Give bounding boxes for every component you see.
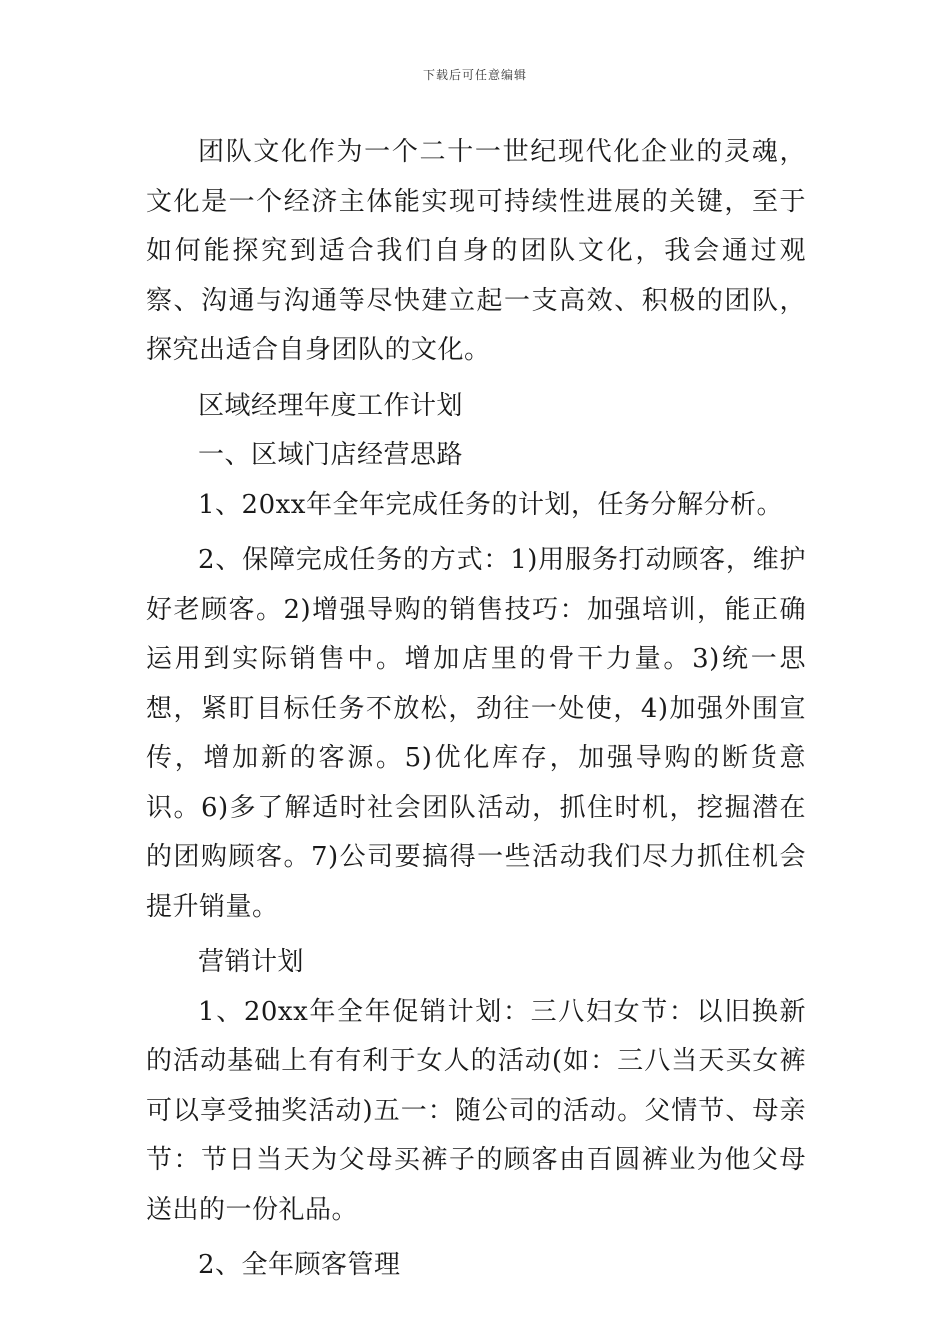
paragraph-task-plan: 1、20xx年全年完成任务的计划，任务分解分析。 (198, 489, 783, 520)
document-body (146, 128, 806, 1297)
heading-annual-plan: 区域经理年度工作计划 (198, 390, 464, 421)
paragraph-customer-management: 2、全年顾客管理 (198, 1250, 401, 1280)
heading-store-strategy: 一、区域门店经营思路 (198, 440, 464, 470)
paragraph-task-methods: 2、保障完成任务的方式：1)用服务打动顾客，维护好老顾客。2)增强导购的销售技巧：加强培训，能正确运用到实际销售中。增加店里的骨干力量。3)统一思想，紧盯目标任务不放松，劲往一处使，4)加强外围宣传，增加新的客源。5)优化库存，加强导购的断货意识。6)多了解适时社会团队活动，抓住时机，挖掘潜在的团购顾客。7)公司要搞得一些活动我们尽力抓住机会提升销量。 (146, 545, 806, 922)
paragraph-promotion-plan: 1、20xx年全年促销计划：三八妇女节：以旧换新的活动基础上有有利于女人的活动(如：三八当天买女裤可以享受抽奖活动)五一：随公司的活动。父情节、母亲节：节日当天为父母买裤子的顾客由百圆裤业为他父母送出的一份礼品。 (146, 996, 806, 1225)
heading-marketing-plan: 营销计划 (198, 947, 305, 977)
paragraph-team-culture: 团队文化作为一个二十一世纪现代化企业的灵魂，文化是一个经济主体能实现可持续性进展的关键，至于如何能探究到适合我们自身的团队文化，我会通过观察、沟通与沟通等尽快建立起一支高效、积极的团队，探究出适合自身团队的文化。 (146, 137, 806, 365)
page-header-note: 下载后可任意编辑 (422, 68, 527, 82)
